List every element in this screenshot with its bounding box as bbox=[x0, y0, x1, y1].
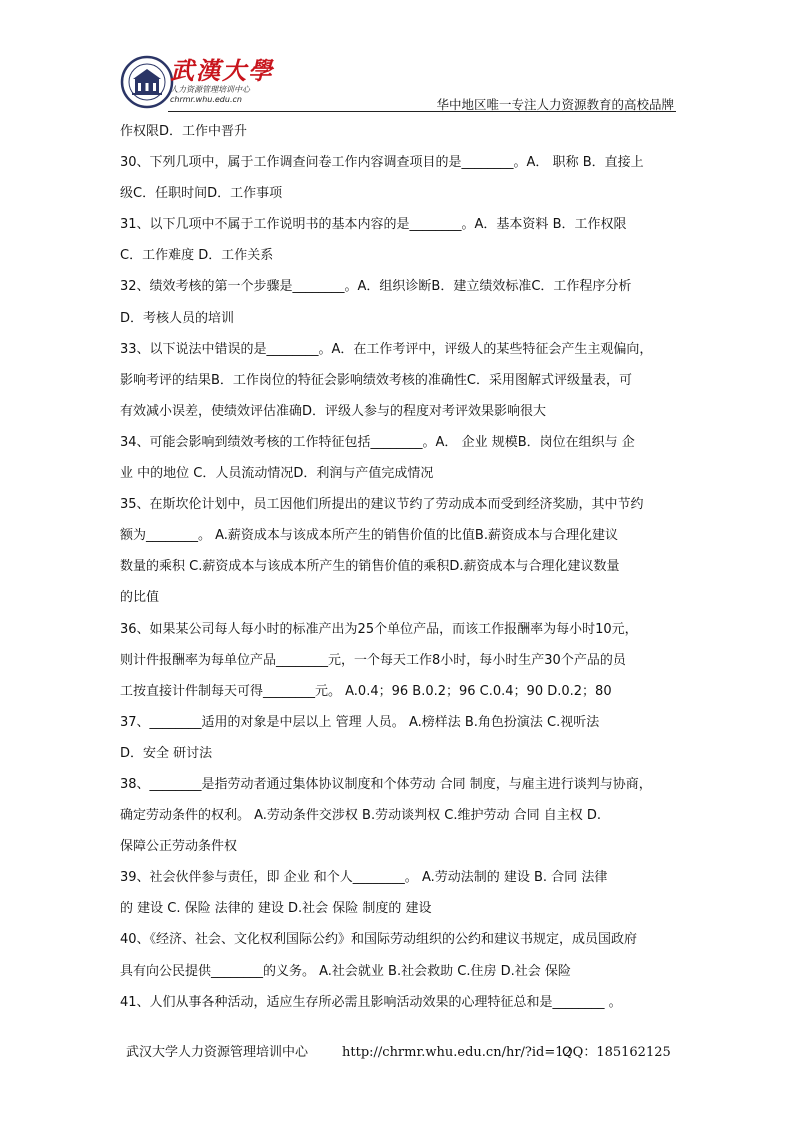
text-line: 41、人们从事各种活动，适应生存所必需且影响活动效果的心理特征总和是________ 。 bbox=[120, 994, 622, 1010]
text-line: 的比值 bbox=[120, 590, 160, 606]
text-line: 37、________适用的对象是中层以上 管理 人员。 A.榜样法 B.角色扮演法 C.视听法 bbox=[120, 714, 600, 730]
text-line: 34、可能会影响到绩效考核的工作特征包括________。A． 企业 规模B．岗位在组织与 企 bbox=[120, 434, 635, 450]
text-line: C．工作难度 D．工作关系 bbox=[120, 248, 274, 264]
text-line: D．考核人员的培训 bbox=[120, 310, 235, 326]
header-slogan: 华中地区唯一专注人力资源教育的高校品牌 bbox=[436, 97, 674, 112]
text-line: 保障公正劳动条件权 bbox=[120, 839, 238, 855]
text-line: 级C．任职时间D．工作事项 bbox=[120, 186, 283, 202]
text-line: 的 建设 C. 保险 法律的 建设 D.社会 保险 制度的 建设 bbox=[120, 901, 432, 917]
text-line: 有效减小误差，使绩效评估准确D．评级人参与的程度对考评效果影响很大 bbox=[120, 403, 547, 419]
text-line: 作权限D．工作中晋升 bbox=[120, 124, 248, 139]
text-line: 额为________。 A.薪资成本与该成本所产生的销售价值的比值B.薪资成本与合理化建议 bbox=[120, 528, 618, 544]
text-line: 38、________是指劳动者通过集体协议制度和个体劳动 合同 制度，与雇主进行谈判与协商， bbox=[120, 776, 652, 792]
page-header bbox=[120, 55, 676, 113]
text-line: 工按直接计件制每天可得________元。 A.0.4；96 B.0.2；96 C.0.4；90 D.0.2；80 bbox=[120, 683, 612, 699]
text-line: 业 中的地位 C．人员流动情况D．利润与产值完成情况 bbox=[120, 466, 434, 482]
text-line: 则计件报酬率为每单位产品________元，一个每天工作8小时，每小时生产30个产品的员 bbox=[120, 652, 626, 668]
text-line: 确定劳动条件的权利。 A.劳动条件交涉权 B.劳动谈判权 C.维护劳动 合同 自主权 D. bbox=[120, 808, 601, 824]
document-body bbox=[120, 116, 676, 1018]
university-emblem-icon bbox=[120, 55, 174, 109]
logo-subtitle: 人力资源管理培训中心 bbox=[170, 85, 250, 94]
text-line: D．安全 研讨法 bbox=[120, 745, 213, 761]
text-line: 36、如果某公司每人每小时的标准产出为25个单位产品，而该工作报酬率为每小时10元， bbox=[120, 621, 638, 637]
text-line: 具有向公民提供________的义务。 A.社会就业 B.社会救助 C.住房 D.社会 保险 bbox=[120, 963, 571, 979]
footer-url: http://chrmr.whu.edu.cn/hr/?id=12 bbox=[342, 1045, 572, 1060]
footer-qq: QQ：185162125 bbox=[562, 1045, 671, 1060]
text-line: 39、社会伙伴参与责任，即 企业 和个人________。 A.劳动法制的 建设 B. 合同 法律 bbox=[120, 870, 608, 886]
text-line: 33、以下说法中错误的是________。A．在工作考评中，评级人的某些特征会产生主观偏向， bbox=[120, 341, 653, 357]
text-line: 影响考评的结果B．工作岗位的特征会影响绩效考核的准确性C．采用图解式评级量表，可 bbox=[120, 372, 632, 388]
logo-title: 武漢大學 bbox=[170, 56, 274, 85]
page-footer bbox=[126, 1041, 676, 1060]
footer-organization: 武汉大学人力资源管理培训中心 bbox=[126, 1045, 309, 1060]
text-line: 30、下列几项中，属于工作调查问卷工作内容调查项目的是________。A． 职称 B．直接上 bbox=[120, 155, 644, 171]
text-line: 数量的乘积 C.薪资成本与该成本所产生的销售价值的乘积D.薪资成本与合理化建议数量 bbox=[120, 559, 620, 575]
logo-text bbox=[170, 57, 274, 105]
text-line: 35、在斯坎伦计划中，员工因他们所提出的建议节约了劳动成本而受到经济奖励，其中节约 bbox=[120, 497, 644, 513]
text-line: 32、绩效考核的第一个步骤是________。A．组织诊断B．建立绩效标准C．工作程序分析 bbox=[120, 279, 632, 295]
text-line: 40、《经济、社会、文化权利国际公约》和国际劳动组织的公约和建议书规定，成员国政府 bbox=[120, 932, 638, 948]
logo-domain: chrmr.whu.edu.cn bbox=[170, 95, 242, 104]
header-divider bbox=[168, 111, 676, 112]
text-line: 31、以下几项中不属于工作说明书的基本内容的是________。A．基本资料 B．工作权限 bbox=[120, 217, 627, 233]
